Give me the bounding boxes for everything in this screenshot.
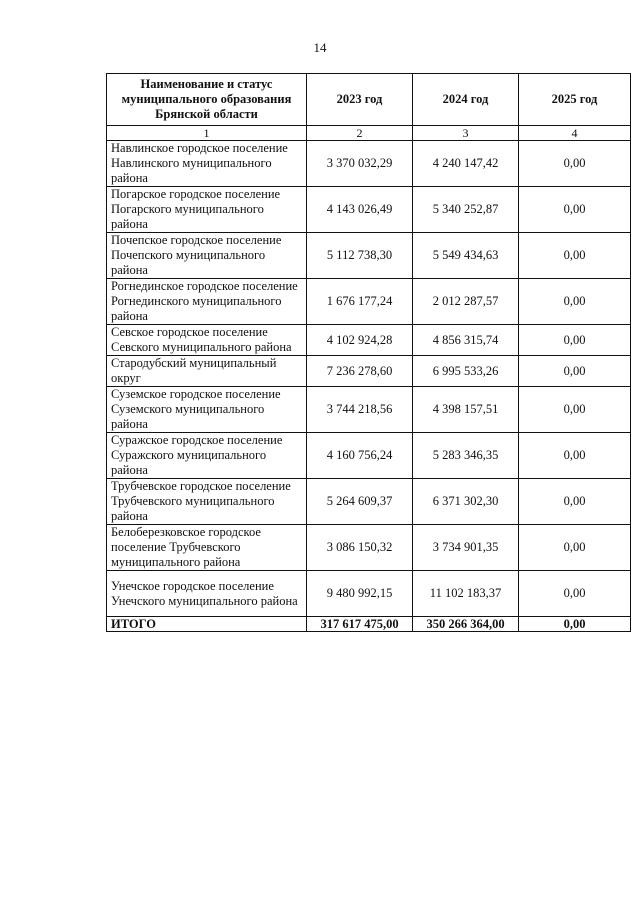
value-2023: 7 236 278,60 [307, 356, 413, 387]
table-row [107, 233, 631, 279]
municipality-name: Навлинское городское поселение Навлинского муниципального района [107, 141, 307, 187]
header-2024: 2024 год [413, 74, 519, 126]
value-2023: 9 480 992,15 [307, 571, 413, 617]
value-2023: 5 264 609,37 [307, 479, 413, 525]
value-2023: 1 676 177,24 [307, 279, 413, 325]
value-2024: 5 549 434,63 [413, 233, 519, 279]
municipality-name: Унечское городское поселение Унечского муниципального района [107, 571, 307, 617]
value-2025: 0,00 [519, 525, 631, 571]
value-2024: 6 995 533,26 [413, 356, 519, 387]
municipality-name: Трубчевское городское поселение Трубчевского муниципального района [107, 479, 307, 525]
table-row [107, 356, 631, 387]
table-row [107, 525, 631, 571]
value-2025: 0,00 [519, 387, 631, 433]
table-row [107, 187, 631, 233]
column-number: 3 [413, 126, 519, 141]
value-2023: 4 160 756,24 [307, 433, 413, 479]
municipality-name: Стародубский муниципальный округ [107, 356, 307, 387]
value-2025: 0,00 [519, 279, 631, 325]
municipality-name: Рогнединское городское поселение Рогнединского муниципального района [107, 279, 307, 325]
column-number-row [107, 126, 631, 141]
total-label: ИТОГО [107, 617, 307, 632]
header-name: Наименование и статус муниципального образования Брянской области [107, 74, 307, 126]
value-2024: 6 371 302,30 [413, 479, 519, 525]
value-2024: 5 283 346,35 [413, 433, 519, 479]
value-2024: 5 340 252,87 [413, 187, 519, 233]
value-2025: 0,00 [519, 571, 631, 617]
value-2025: 0,00 [519, 433, 631, 479]
municipality-name: Суземское городское поселение Суземского муниципального района [107, 387, 307, 433]
value-2024: 4 240 147,42 [413, 141, 519, 187]
value-2024: 3 734 901,35 [413, 525, 519, 571]
value-2025: 0,00 [519, 479, 631, 525]
value-2025: 0,00 [519, 356, 631, 387]
table-row [107, 433, 631, 479]
value-2025: 0,00 [519, 141, 631, 187]
municipality-name: Почепское городское поселение Почепского муниципального района [107, 233, 307, 279]
municipality-name: Севское городское поселение Севского муниципального района [107, 325, 307, 356]
column-number: 1 [107, 126, 307, 141]
value-2023: 5 112 738,30 [307, 233, 413, 279]
budget-table [106, 73, 631, 632]
value-2023: 3 370 032,29 [307, 141, 413, 187]
header-2025: 2025 год [519, 74, 631, 126]
table-row [107, 325, 631, 356]
municipality-name: Суражское городское поселение Суражского муниципального района [107, 433, 307, 479]
value-2025: 0,00 [519, 187, 631, 233]
value-2023: 3 744 218,56 [307, 387, 413, 433]
municipality-name: Белоберезковское городское поселение Трубчевского муниципального района [107, 525, 307, 571]
table-body [107, 141, 631, 632]
total-2025: 0,00 [519, 617, 631, 632]
municipality-name: Погарское городское поселение Погарского муниципального района [107, 187, 307, 233]
total-2024: 350 266 364,00 [413, 617, 519, 632]
table-row [107, 571, 631, 617]
page-number: 14 [313, 40, 327, 55]
value-2025: 0,00 [519, 325, 631, 356]
header-2023: 2023 год [307, 74, 413, 126]
table-row [107, 387, 631, 433]
value-2024: 11 102 183,37 [413, 571, 519, 617]
table-row [107, 141, 631, 187]
total-row [107, 617, 631, 632]
value-2023: 4 102 924,28 [307, 325, 413, 356]
value-2024: 4 856 315,74 [413, 325, 519, 356]
column-number: 2 [307, 126, 413, 141]
total-2023: 317 617 475,00 [307, 617, 413, 632]
table-row [107, 279, 631, 325]
value-2024: 4 398 157,51 [413, 387, 519, 433]
header-row [107, 74, 631, 126]
value-2023: 4 143 026,49 [307, 187, 413, 233]
value-2023: 3 086 150,32 [307, 525, 413, 571]
value-2025: 0,00 [519, 233, 631, 279]
column-number: 4 [519, 126, 631, 141]
table-row [107, 479, 631, 525]
value-2024: 2 012 287,57 [413, 279, 519, 325]
